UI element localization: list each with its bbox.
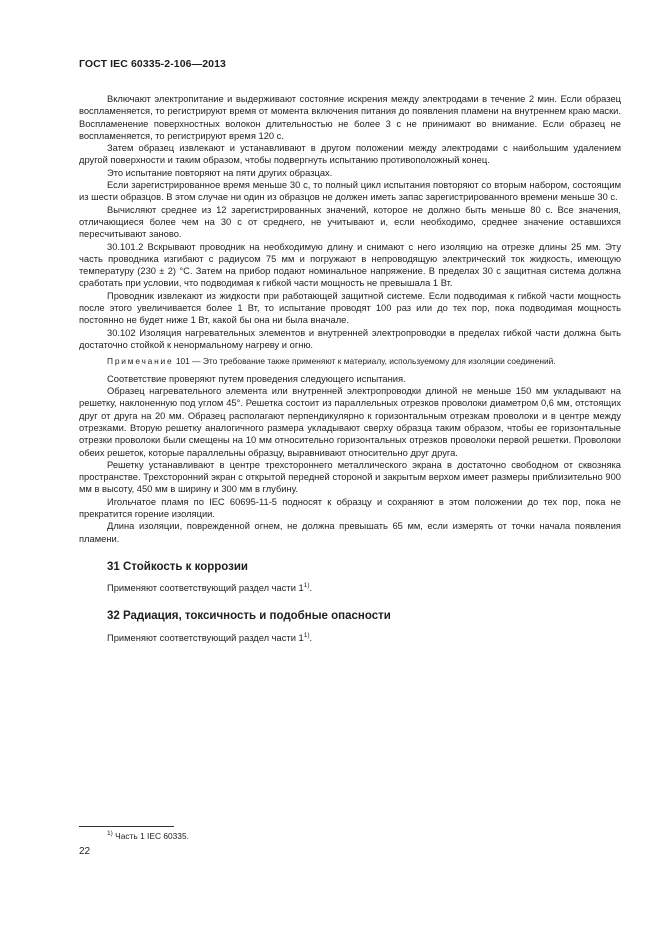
paragraph: Соответствие проверяют путем проведения следующего испытания.	[107, 373, 406, 384]
document-header: ГОСТ IEC 60335-2-106—2013	[79, 58, 226, 70]
section-text-31	[79, 582, 621, 594]
paragraph: Длина изоляции, поврежденной огнем, не должна превышать 65 мм, если измерять от точки начала появления пламени.	[79, 521, 621, 544]
paragraph: Проводник извлекают из жидкости при работающей защитной системе. Если подводимая к гибкой части мощность после этого увеличивается более 1 Вт, то испытание проводят 100 раз или до тех пор, пока подводимая мощность постоянно не будет ниже 1 Вт, какой бы она ни была вначале.	[79, 290, 621, 326]
sentence-end: .	[309, 632, 313, 643]
paragraph: Это испытание повторяют на пяти других образцах.	[107, 167, 333, 178]
footnote-mark: 1)	[107, 830, 113, 837]
footnote-ref[interactable]: 1)	[303, 631, 310, 639]
paragraph: Решетку устанавливают в центре трехстороннего металлического экрана в достаточно свободном от сквозняка пространстве. Трехсторонний экран с открытой передней стороной и закрытым верхом имеет размеры приблизительно 900 мм в высоту, 450 мм в ширину и 300 мм в глубину.	[79, 459, 621, 495]
sentence-end: .	[309, 583, 313, 594]
paragraph: 30.102 Изоляция нагревательных элементов и внутренней электропроводки в пределах гибкой части должна быть достаточно стойкой к ненормальному нагреву и огню.	[79, 327, 621, 350]
paragraph: Если зарегистрированное время меньше 30 с, то полный цикл испытания повторяют со вторым набором, состоящим из шести образцов. В этом случае ни один из образцов не должен иметь запас зарегистрированного времени меньше 30 с.	[79, 180, 621, 203]
paragraph: Образец нагревательного элемента или внутренней электропроводки длиной не меньше 150 мм укладывают на решетку, наклоненную под углом 45°. Решетка состоит из параллельных отрезков проволоки диаметром 0,6 мм, отстоящих друг от друга на 20 мм. Образец располагают перпендикулярно к горизонтальным отрезкам проволоки и в центре между отрезками. Вторую решетку аналогичного размера укладывают сверху образца таким образом, чтобы ее горизонтальные отрезки проволоки были смещены на 10 мм относительно горизонтальных отрезков проволоки первой решетки. Проволоки обеих решеток, которые параллельны образцу, выравнивают относительно друг друга.	[79, 386, 621, 458]
document-body	[79, 93, 621, 644]
paragraph: 30.101.2 Вскрывают проводник на необходимую длину и снимают с него изоляцию на отрезке длины 25 мм. Эту часть проводника изгибают с радиусом 75 мм и погружают в непроводящую электрический ток жидкость, имеющую температуру (230 ± 2) °С. Затем на прибор подают номинальное напряжение. В пределах 30 с защитная система должна сработать при условии, что подводимая к гибкой части мощность не превышала 1 Вт.	[79, 241, 621, 289]
section-heading-31: 31 Стойкость к коррозии	[107, 560, 248, 573]
footnote	[107, 831, 189, 841]
paragraph: Включают электропитание и выдерживают состояние искрения между электродами в течение 2 мин. Если образец воспламеняется, то регистрируют время от момента включения питания до появления пламени на внутреннем краю маски. Воспламенение поверхностных волокон длительностью не более 3 с не принимают во внимание. Если образец не воспламеняется, то регистрируют время 120 с.	[79, 94, 621, 141]
footnote-ref[interactable]: 1)	[303, 582, 310, 590]
note	[79, 356, 621, 368]
footnote-text: Часть 1 IEC 60335.	[115, 831, 189, 841]
section-text: Применяют соответствующий раздел части 1	[107, 583, 304, 594]
note-text: 101 — Это требование также применяют к материалу, используемому для изоляции соединений.	[175, 356, 556, 367]
section-text-32	[79, 632, 621, 644]
page-number: 22	[79, 846, 91, 857]
paragraph: Игольчатое пламя по IEC 60695-11-5 подносят к образцу и сохраняют в этом положении до тех пор, пока не прекратится горение изоляции.	[79, 496, 621, 519]
section-text: Применяют соответствующий раздел части 1	[107, 632, 304, 643]
note-label: Примечание	[107, 356, 174, 367]
footnote-divider	[79, 826, 174, 827]
paragraph: Вычисляют среднее из 12 зарегистрированных значений, которое не должно быть меньше 80 с. Все значения, отличающиеся более чем на 30 с от среднего, не учитывают и, если необходимо, среднее значение оставшихся пересчитывают заново.	[79, 204, 621, 240]
paragraph: Затем образец извлекают и устанавливают в другом положении между электродами с наибольшим удалением другой поверхности и таким образом, чтобы подвергнуть испытанию противоположный конец.	[79, 143, 621, 166]
section-heading-32: 32 Радиация, токсичность и подобные опасности	[107, 610, 391, 623]
